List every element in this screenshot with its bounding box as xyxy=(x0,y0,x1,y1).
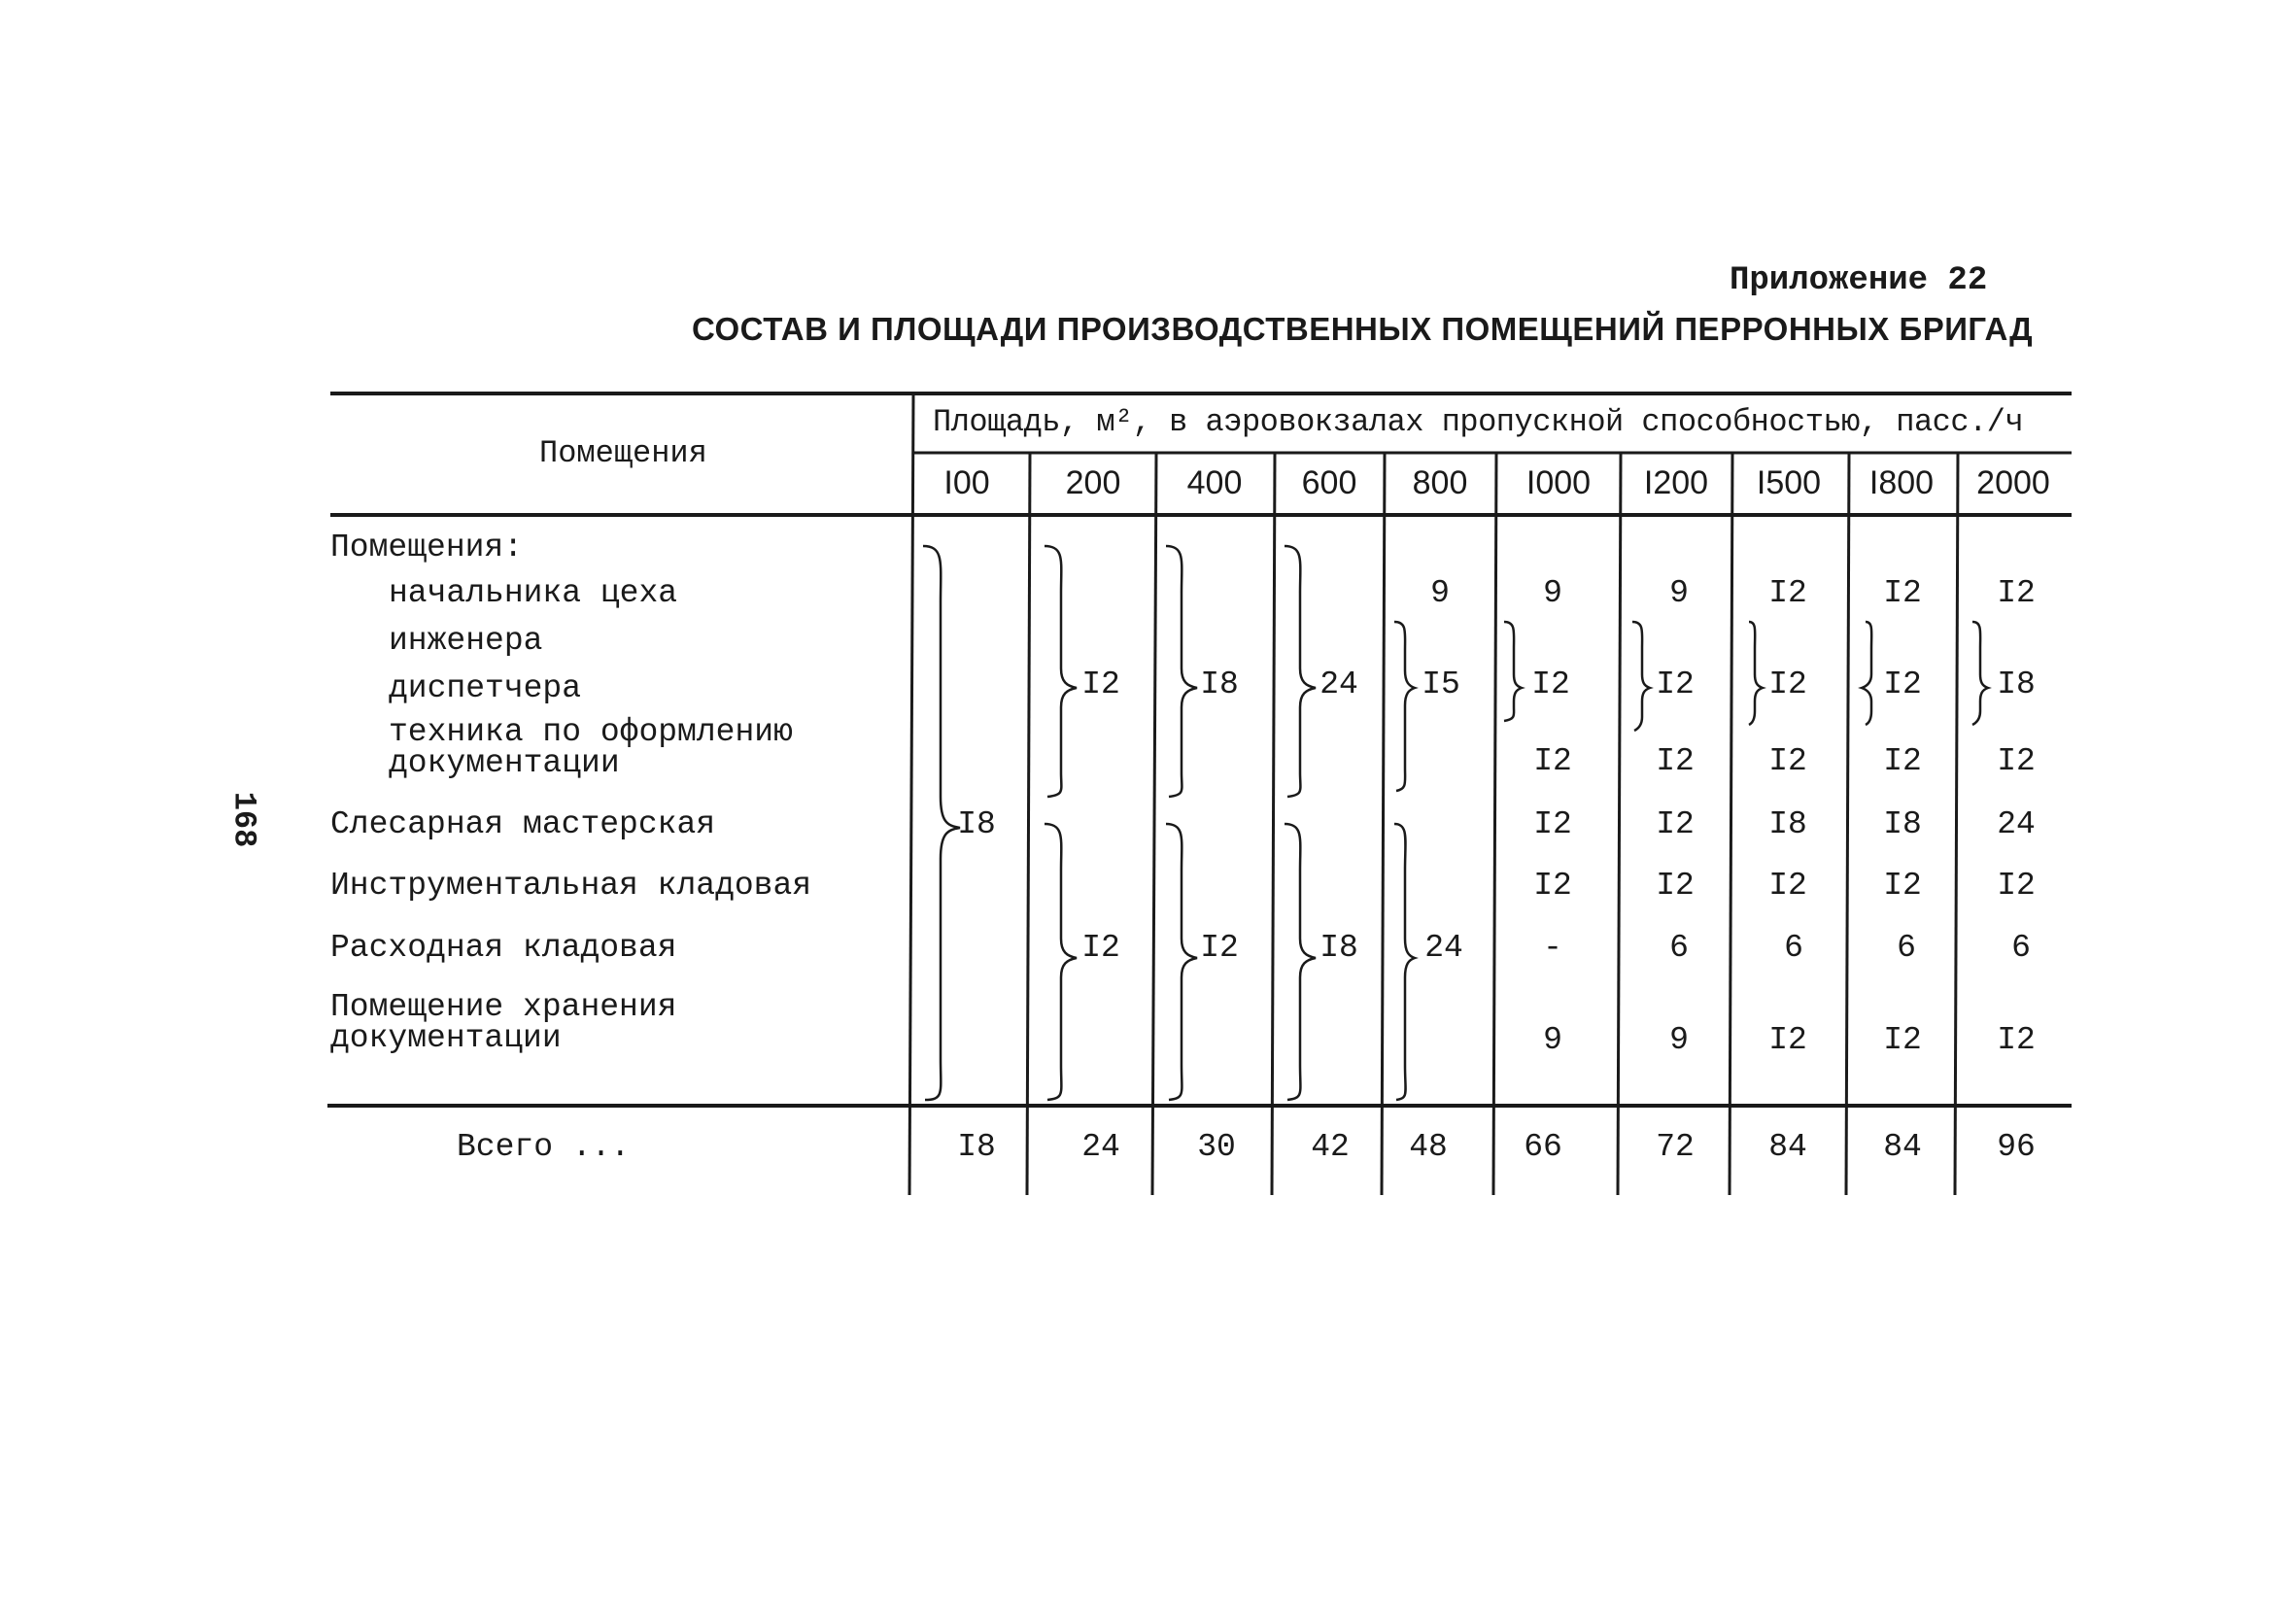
cell-c2000-r2-r3: I8 xyxy=(1997,667,2036,702)
rule-col-2 xyxy=(1152,453,1156,1195)
rows-heading: Помещения: xyxy=(330,530,524,565)
rule-col-4 xyxy=(1382,453,1385,1195)
cell-c1000-r4: I2 xyxy=(1533,743,1572,779)
cell-c1500-r7: 6 xyxy=(1784,930,1803,966)
cell-c100-all: I8 xyxy=(957,806,996,842)
cell-c2000-r8: I2 xyxy=(1997,1022,2036,1058)
rule-col-9 xyxy=(1955,453,1958,1195)
row-label-doc-technician: техника по оформлению документации xyxy=(389,714,793,781)
appendix-label: Приложение 22 xyxy=(1730,262,1988,299)
cell-c600-group-a: 24 xyxy=(1319,667,1358,702)
header-area-group: Площадь, м², в аэровокзалах пропускной способностью, пасс./ч xyxy=(933,404,2024,440)
row-label-head-of-shop: начальника цеха xyxy=(389,575,678,611)
col-header-1500: I500 xyxy=(1756,464,1822,501)
total-c1000: 66 xyxy=(1524,1129,1562,1165)
cell-c1500-r8: I2 xyxy=(1768,1022,1807,1058)
cell-c1200-r7: 6 xyxy=(1669,930,1689,966)
grouping-braces xyxy=(923,546,1988,1100)
brace-c1500 xyxy=(1749,622,1763,725)
cell-c1500-r6: I2 xyxy=(1768,868,1807,904)
cell-c1000-r2-r3: I2 xyxy=(1531,667,1570,702)
cell-c1800-r8: I2 xyxy=(1883,1022,1922,1058)
cell-c400-group-b: I2 xyxy=(1200,930,1239,966)
cell-c1000-r8: 9 xyxy=(1543,1022,1562,1058)
cell-c1200-r6: I2 xyxy=(1656,868,1695,904)
cell-c800-group-a: I5 xyxy=(1422,667,1460,702)
cell-c2000-r4: I2 xyxy=(1997,743,2036,779)
cell-c1500-r2-r3: I2 xyxy=(1768,667,1807,702)
total-c1200: 72 xyxy=(1656,1129,1695,1165)
row-label-supplies-storeroom: Расходная кладовая xyxy=(330,930,677,966)
cell-c1500-r5: I8 xyxy=(1768,806,1807,842)
rule-col-8 xyxy=(1846,453,1849,1195)
cell-c1800-r1: I2 xyxy=(1883,575,1922,611)
cell-c1000-r6: I2 xyxy=(1533,868,1572,904)
cell-c1800-r7: 6 xyxy=(1897,930,1916,966)
cell-c1200-r2-r3: I2 xyxy=(1656,667,1695,702)
cell-c1000-r7: - xyxy=(1543,930,1562,966)
rule-col-3 xyxy=(1272,453,1275,1195)
cell-c1800-r2-r3: I2 xyxy=(1883,667,1922,702)
cell-c2000-r1: I2 xyxy=(1997,575,2036,611)
brace-c200-a xyxy=(1045,546,1077,797)
cell-c1200-r5: I2 xyxy=(1656,806,1695,842)
col-header-100: I00 xyxy=(943,464,990,501)
cell-c1200-r8: 9 xyxy=(1669,1022,1689,1058)
col-header-200: 200 xyxy=(1065,464,1121,501)
total-c800: 48 xyxy=(1409,1129,1448,1165)
rule-col-6 xyxy=(1618,453,1621,1195)
brace-c600-a xyxy=(1285,546,1316,797)
row-label-engineer: инженера xyxy=(389,623,543,659)
cell-c1000-r1: 9 xyxy=(1543,575,1562,611)
brace-c800-a xyxy=(1394,622,1415,791)
brace-c400-b xyxy=(1166,824,1197,1100)
rule-col-7 xyxy=(1730,453,1732,1195)
cell-c1000-r5: I2 xyxy=(1533,806,1572,842)
cell-c1200-r4: I2 xyxy=(1656,743,1695,779)
total-c600: 42 xyxy=(1311,1129,1350,1165)
cell-c2000-r7: 6 xyxy=(2011,930,2031,966)
total-c100: I8 xyxy=(957,1129,996,1165)
cell-c1500-r1: I2 xyxy=(1768,575,1807,611)
brace-c200-b xyxy=(1045,824,1077,1100)
total-c1500: 84 xyxy=(1768,1129,1807,1165)
row-label-tool-storeroom: Инструментальная кладовая xyxy=(330,868,812,904)
cell-c1500-r4: I2 xyxy=(1768,743,1807,779)
page-number: 168 xyxy=(225,791,262,848)
col-header-800: 800 xyxy=(1412,464,1468,501)
cell-c200-group-b: I2 xyxy=(1081,930,1120,966)
cell-c1800-r4: I2 xyxy=(1883,743,1922,779)
brace-c800-b xyxy=(1394,824,1415,1100)
total-c200: 24 xyxy=(1081,1129,1120,1165)
brace-c1000 xyxy=(1504,622,1522,721)
col-header-1000: I000 xyxy=(1525,464,1592,501)
col-header-400: 400 xyxy=(1186,464,1243,501)
cell-c1800-r5: I8 xyxy=(1883,806,1922,842)
cell-c2000-r6: I2 xyxy=(1997,868,2036,904)
col-header-1200: I200 xyxy=(1643,464,1709,501)
total-c400: 30 xyxy=(1197,1129,1236,1165)
total-c2000: 96 xyxy=(1997,1129,2036,1165)
cell-c800-group-b: 24 xyxy=(1424,930,1463,966)
row-label-doc-storage: Помещение хранения документации xyxy=(330,989,677,1056)
cell-c1200-r1: 9 xyxy=(1669,575,1689,611)
brace-c100 xyxy=(923,546,960,1100)
cell-c800-r1: 9 xyxy=(1430,575,1450,611)
brace-c600-b xyxy=(1285,824,1316,1100)
col-header-2000: 2000 xyxy=(1976,464,2050,501)
cell-c600-group-b: I8 xyxy=(1319,930,1358,966)
cell-c200-group-a: I2 xyxy=(1081,667,1120,702)
cell-c1800-r6: I2 xyxy=(1883,868,1922,904)
total-c1800: 84 xyxy=(1883,1129,1922,1165)
brace-c400-a xyxy=(1166,546,1197,797)
cell-c400-group-a: I8 xyxy=(1200,667,1239,702)
brace-c1800 xyxy=(1862,622,1871,725)
col-header-600: 600 xyxy=(1301,464,1357,501)
brace-c2000 xyxy=(1972,622,1988,725)
row-label-fitting-workshop: Слесарная мастерская xyxy=(330,806,716,842)
header-rooms: Помещения xyxy=(539,435,707,471)
rule-col-1 xyxy=(1027,453,1030,1195)
col-header-1800: I800 xyxy=(1868,464,1935,501)
brace-c1200 xyxy=(1632,622,1650,731)
total-label: Всего ... xyxy=(457,1129,631,1165)
rule-col-5 xyxy=(1493,453,1496,1195)
cell-c2000-r5: 24 xyxy=(1997,806,2036,842)
row-label-dispatcher: диспетчера xyxy=(389,670,582,706)
table-title: СОСТАВ И ПЛОЩАДИ ПРОИЗВОДСТВЕННЫХ ПОМЕЩЕНИЙ ПЕРРОННЫХ БРИГАД xyxy=(692,311,2034,347)
